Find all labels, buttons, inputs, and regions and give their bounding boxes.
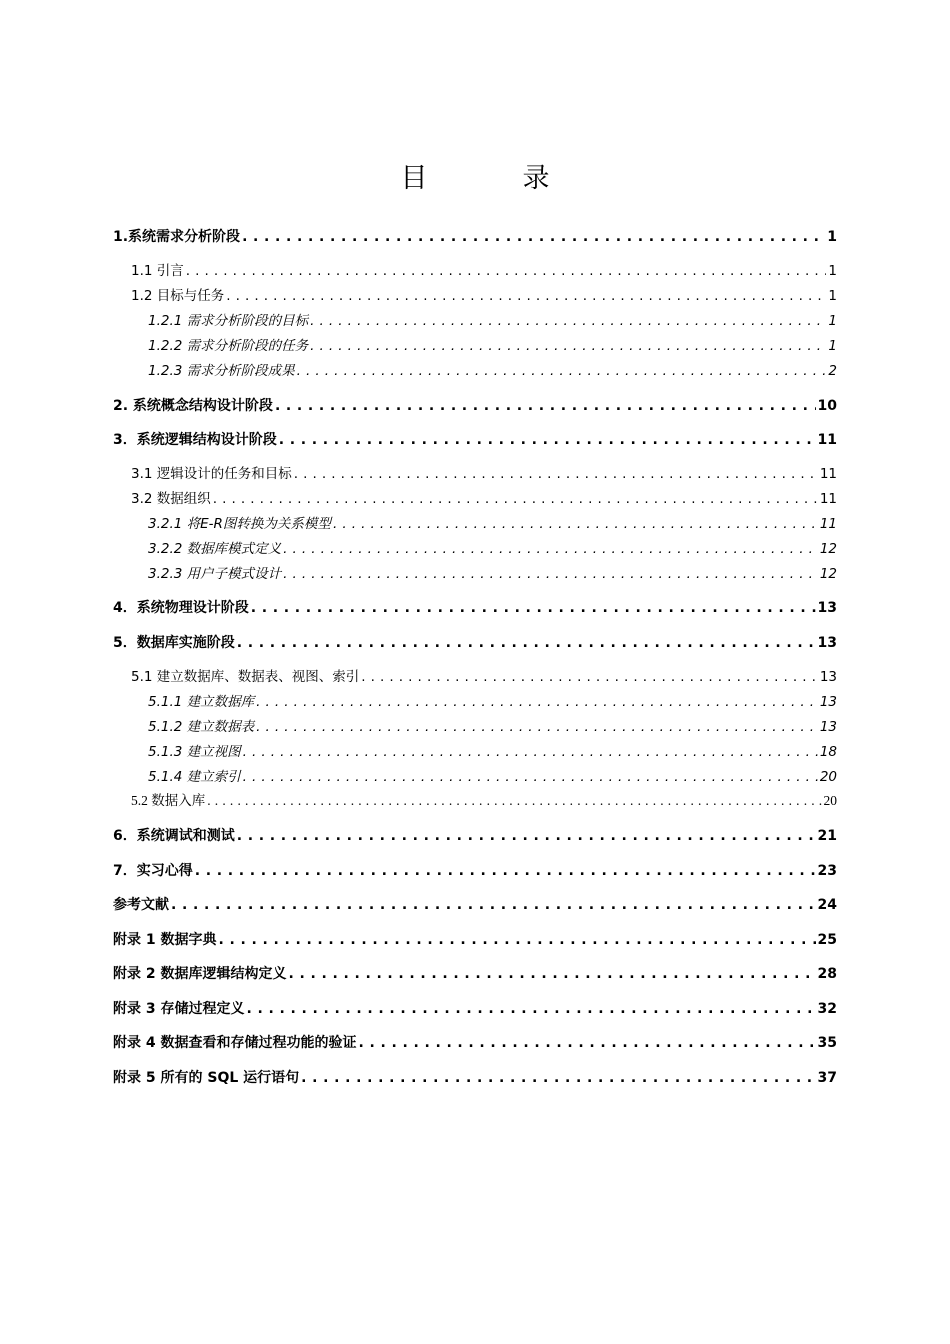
toc-page-number: 37 (817, 1070, 837, 1086)
toc-page-number: 24 (817, 897, 837, 913)
toc-entry-label: 3.2.1 将E-R图转换为关系模型 (148, 516, 331, 532)
toc-entry[interactable] (113, 633, 837, 653)
toc-entry-label: 1.2 目标与任务 (131, 288, 225, 304)
toc-entry-label: 附录 5 所有的 SQL 运行语句 (113, 1070, 300, 1086)
toc-page-number: 11 (817, 432, 837, 448)
toc-page-number: 2 (828, 363, 837, 379)
dot-leader (275, 396, 816, 416)
dot-leader (256, 692, 818, 712)
toc-entry-label: 附录 3 存储过程定义 (113, 1001, 245, 1017)
toc-entry[interactable] (131, 489, 837, 509)
dot-leader (247, 999, 816, 1019)
dot-leader (251, 598, 816, 618)
toc-page-number: 35 (817, 1035, 837, 1051)
dot-leader (283, 539, 818, 559)
toc-entry-label: 5.1.1 建立数据库 (148, 694, 255, 710)
toc-page-number: 25 (817, 932, 837, 948)
toc-entry[interactable] (131, 286, 837, 306)
toc-entry-label: 1.1 引言 (131, 263, 184, 279)
toc-page-number: 12 (819, 541, 837, 557)
toc-entry[interactable] (148, 692, 837, 712)
toc-entry[interactable] (113, 227, 837, 247)
toc-entry[interactable] (113, 895, 837, 915)
toc-page-number: 10 (817, 398, 837, 414)
toc-entry-label: 7．实习心得 (113, 863, 193, 879)
dot-leader (237, 633, 816, 653)
toc-entry-label: 3.2.2 数据库模式定义 (148, 541, 282, 557)
toc-entry[interactable] (113, 430, 837, 450)
toc-entry-label: 3.2.3 用户子模式设计 (148, 566, 282, 582)
toc-entry-label: 5.1.4 建立索引 (148, 769, 241, 785)
toc-entry-label: 6．系统调试和测试 (113, 828, 235, 844)
toc-entry-label: 5.1 建立数据库、数据表、视图、索引 (131, 669, 360, 685)
toc-entry-label: 附录 1 数据字典 (113, 932, 217, 948)
toc-entry[interactable] (131, 261, 837, 281)
toc-entry[interactable] (148, 742, 837, 762)
toc-entry[interactable] (131, 791, 837, 811)
dot-leader (195, 861, 816, 881)
toc-entry[interactable] (148, 767, 837, 787)
dot-leader (226, 286, 826, 306)
dot-leader (294, 464, 818, 484)
toc-entry[interactable] (148, 717, 837, 737)
toc-page-number: 20 (819, 769, 837, 785)
dot-leader (289, 964, 816, 984)
toc-entry-label: 1.2.3 需求分析阶段成果 (148, 363, 295, 379)
toc-entry-label: 1.2.2 需求分析阶段的任务 (148, 338, 309, 354)
dot-leader (243, 742, 818, 762)
toc-entry-label: 1.2.1 需求分析阶段的目标 (148, 313, 309, 329)
toc-page-number: 1 (828, 263, 837, 279)
toc-entry-label: 3．系统逻辑结构设计阶段 (113, 432, 277, 448)
toc-entry[interactable] (148, 539, 837, 559)
dot-leader (310, 311, 826, 331)
toc-entry-label: 3.1 逻辑设计的任务和目标 (131, 466, 292, 482)
dot-leader (213, 489, 818, 509)
toc-page-number: 18 (819, 744, 837, 760)
toc-entry[interactable] (148, 564, 837, 584)
toc-entry[interactable] (113, 861, 837, 881)
toc-entry-label: 1.系统需求分析阶段 (113, 229, 241, 245)
dot-leader (297, 361, 827, 381)
toc-page-number: 13 (817, 600, 837, 616)
toc-entry[interactable] (131, 667, 837, 687)
toc-entry[interactable] (148, 336, 837, 356)
toc-page-number: 20 (823, 793, 837, 808)
toc-entry[interactable] (148, 311, 837, 331)
toc-entry-label: 5．数据库实施阶段 (113, 635, 235, 651)
toc-entry-label: 5.1.2 建立数据表 (148, 719, 255, 735)
toc-entry[interactable] (113, 1033, 837, 1053)
toc-entry-label: 5.2 数据入库 (131, 793, 206, 808)
dot-leader (283, 564, 818, 584)
toc-page-number: 28 (817, 966, 837, 982)
toc-entry-label: 4．系统物理设计阶段 (113, 600, 249, 616)
dot-leader (256, 717, 818, 737)
toc-entry-label: 5.1.3 建立视图 (148, 744, 241, 760)
dot-leader (243, 767, 818, 787)
dot-leader (171, 895, 816, 915)
toc-page-number: 12 (819, 566, 837, 582)
toc-entry-label: 附录 4 数据查看和存储过程功能的验证 (113, 1035, 357, 1051)
dot-leader (186, 261, 827, 281)
toc-entry-label: 3.2 数据组织 (131, 491, 211, 507)
toc-entry[interactable] (113, 999, 837, 1019)
toc-entry[interactable] (113, 930, 837, 950)
dot-leader (359, 1033, 816, 1053)
toc-entry[interactable] (131, 464, 837, 484)
toc-page-number: 1 (828, 288, 837, 304)
toc-entry[interactable] (148, 361, 837, 381)
dot-leader (207, 791, 821, 811)
dot-leader (219, 930, 816, 950)
toc-entry[interactable] (113, 1068, 837, 1088)
toc-page-number: 32 (817, 1001, 837, 1017)
toc-page-number: 13 (819, 694, 837, 710)
toc-page-number: 11 (819, 466, 837, 482)
dot-leader (310, 336, 826, 356)
toc-entry-label: 参考文献 (113, 897, 169, 913)
dot-leader (237, 826, 816, 846)
toc-entry[interactable] (113, 396, 837, 416)
toc-page-number: 23 (817, 863, 837, 879)
toc-page-number: 13 (819, 669, 837, 685)
toc-entry-label: 附录 2 数据库逻辑结构定义 (113, 966, 287, 982)
toc-entry[interactable] (113, 826, 837, 846)
toc-page-number: 1 (828, 313, 837, 329)
toc-page-number: 21 (817, 828, 837, 844)
toc-page-number: 13 (817, 635, 837, 651)
page-title: 目 录 (400, 163, 584, 194)
toc-page-number: 11 (819, 516, 837, 532)
dot-leader (279, 430, 816, 450)
toc-entry-label: 2. 系统概念结构设计阶段 (113, 398, 273, 414)
toc-entry[interactable] (148, 514, 837, 534)
dot-leader (361, 667, 818, 687)
toc-entry[interactable] (113, 598, 837, 618)
toc-page-number: 11 (819, 491, 837, 507)
dot-leader (333, 514, 818, 534)
toc-entry[interactable] (113, 964, 837, 984)
dot-leader (242, 227, 825, 247)
toc-page-number: 13 (819, 719, 837, 735)
dot-leader (301, 1068, 815, 1088)
toc-page-number: 1 (828, 338, 837, 354)
toc-page-number: 1 (827, 229, 837, 245)
